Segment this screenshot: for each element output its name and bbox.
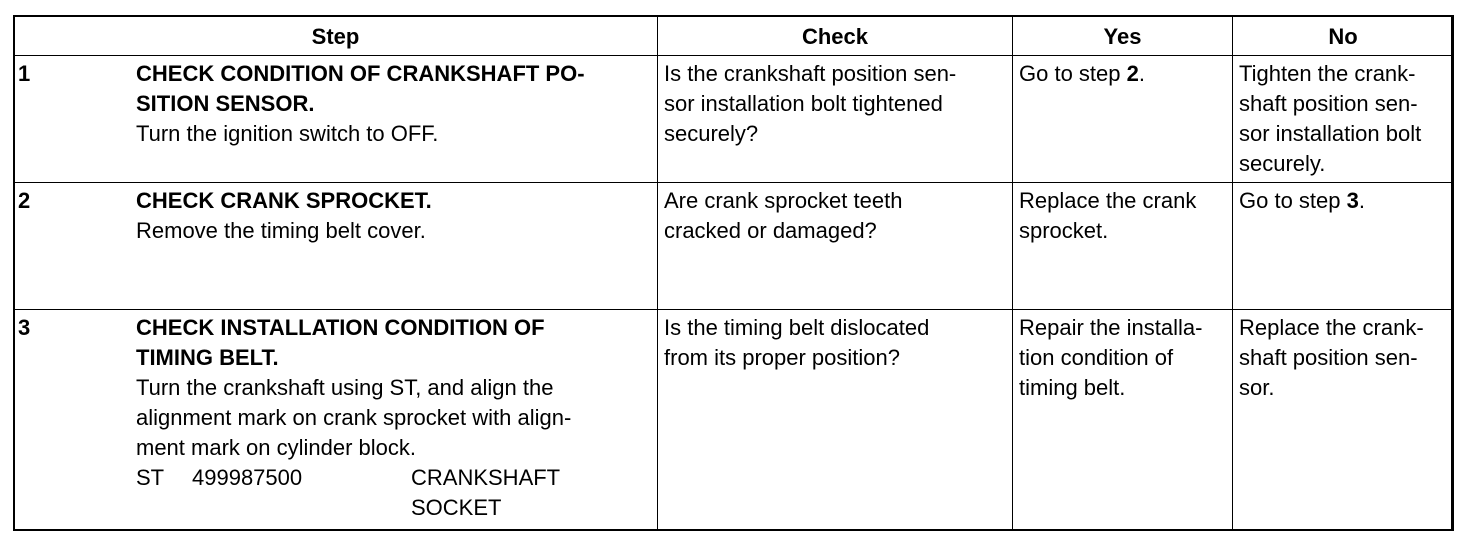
header-step: Step bbox=[14, 16, 658, 56]
step-instruction: Turn the ignition switch to OFF. bbox=[136, 121, 439, 146]
check-cell: Are crank sprocket teeth cracked or damaged? bbox=[658, 183, 1013, 310]
no-cell: Tighten the crank- shaft position sen- sor installation bolt securely. bbox=[1233, 56, 1454, 183]
step-title: CHECK CRANK SPROCKET. bbox=[136, 188, 432, 213]
step-title: CHECK INSTALLATION CONDITION OF TIMING BELT. bbox=[136, 315, 545, 370]
yes-cell: Repair the installa- tion condition of timing belt. bbox=[1013, 310, 1233, 531]
header-yes: Yes bbox=[1013, 16, 1233, 56]
special-tool-name: CRANKSHAFT SOCKET bbox=[411, 465, 561, 520]
goto-step-link: Go to step 2. bbox=[1019, 61, 1145, 86]
step-number: 2 bbox=[18, 188, 31, 213]
check-cell: Is the crankshaft position sen- sor installation bolt tightened securely? bbox=[658, 56, 1013, 183]
table-frame bbox=[13, 15, 1453, 531]
yes-cell: Replace the crank sprocket. bbox=[1013, 183, 1233, 310]
header-no: No bbox=[1233, 16, 1454, 56]
step-number: 3 bbox=[18, 315, 31, 340]
special-tool-number: 499987500 bbox=[192, 465, 303, 490]
no-cell: Replace the crank- shaft position sen- sor. bbox=[1233, 310, 1454, 531]
step-number: 1 bbox=[18, 61, 31, 86]
step-instruction: Remove the timing belt cover. bbox=[136, 218, 426, 243]
step-instruction: Turn the crankshaft using ST, and align the alignment mark on crank sprocket with align- ment mark on cylinder block. bbox=[136, 375, 572, 460]
check-cell: Is the timing belt dislocated from its proper position? bbox=[658, 310, 1013, 531]
special-tool-code: ST bbox=[136, 465, 165, 490]
header-check: Check bbox=[658, 16, 1013, 56]
step-title: CHECK CONDITION OF CRANKSHAFT PO- SITION SENSOR. bbox=[136, 61, 585, 116]
goto-step-link: Go to step 3. bbox=[1239, 188, 1365, 213]
